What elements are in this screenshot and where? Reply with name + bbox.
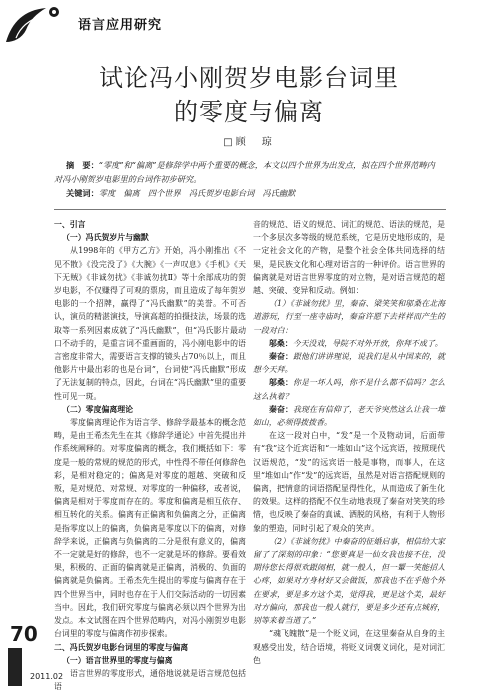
body-paragraph bbox=[253, 218, 445, 297]
speaker-label: 邬桑： bbox=[269, 378, 294, 388]
paragraph-text: 在这一段对白中，“发”是一个及物动词，后面带有“我”这个近宾语和“一堆如山”这个远宾语，按照现代汉语规范，“发”的远宾语一般是事物，而事人，在这里“堆如山”作“发”的远宾语，虽然是对语言搭配规则的偏离，把情意的词语搭配显得性化，从而造成了新生化的效果。这样的搭配不仅生动地表现了秦奋对笑笑的珍惜，也反映了秦奋的真诚、洒脱的风格，有利于人物形象的塑造，同时引起了观众的笑声。 bbox=[253, 431, 445, 533]
subsection-heading bbox=[54, 231, 246, 244]
body-paragraph bbox=[54, 244, 246, 402]
paragraph-text: （2）《非诚勿扰》中秦奋的征婚启事，相信给大家留了了深刻的印象：“您要真是一仙女我也接不住，没期待您长得很欢跟闹相，就一般人，但一颦一笑能招人心疼，如果对方身材好又会做饭，那我也不在乎他个外在要求，要是多方这个美，觉得我，更是这个美，最好对方偏向，那我也一般人就行，要是多少还有点城府，别等来着当道了。” bbox=[253, 536, 445, 626]
speaker-label: 邬桑： bbox=[269, 338, 293, 348]
example-paragraph bbox=[253, 337, 445, 350]
paragraph-text: 我现在有信仰了，老天爷突然这么让我一堆如山，必须得拨拨香。 bbox=[253, 404, 445, 428]
subsection-heading bbox=[54, 403, 246, 416]
paragraph-text: 二、冯氏贺岁电影台词里的零度与偏离 bbox=[54, 642, 189, 652]
paragraph-text: 一、引言 bbox=[54, 220, 86, 229]
speaker-label: 秦奋： bbox=[269, 404, 294, 414]
example-paragraph bbox=[253, 535, 445, 627]
article-title-line-1: 试论冯小刚贺岁电影台词里 bbox=[99, 64, 399, 92]
body-paragraph bbox=[253, 429, 445, 535]
body-paragraph bbox=[54, 416, 246, 640]
column-header: 语言应用研究 bbox=[78, 18, 163, 33]
left-column bbox=[54, 218, 246, 693]
example-paragraph bbox=[253, 376, 445, 402]
paragraph-text: （二）零度偏离理论 bbox=[62, 404, 134, 414]
example-paragraph bbox=[253, 350, 445, 376]
abstract-text-1: “零度”和“偏离”是修辞学中两个重要的概念，本文以四个世界为出发点，拟在四个世界范畴内 bbox=[98, 160, 435, 170]
keywords-line bbox=[54, 186, 446, 200]
corner-ornament bbox=[2, 2, 72, 46]
abstract-line-2: 对冯小刚贺岁电影里的台词作初步研究。 bbox=[54, 174, 202, 184]
paragraph-text: 语言世界的零度形式，通俗地说就是语言规范包括语 bbox=[54, 668, 246, 692]
speaker-label: 秦奋： bbox=[269, 352, 294, 362]
page-number: 70 bbox=[10, 622, 38, 646]
paragraph-text: 跟他们讲讲理说，说我们是从中国来的，就想今天拜。 bbox=[253, 352, 445, 375]
author-name: □顾 琼 bbox=[223, 137, 275, 148]
section-heading bbox=[54, 641, 246, 654]
article-title-line-2: 的零度与偏离 bbox=[174, 98, 324, 126]
subsection-heading bbox=[54, 654, 246, 667]
issue-date: 2011.02 bbox=[30, 672, 64, 681]
paragraph-text: 零度偏离理论作为语言学、修辞学最基本的概念范畴，是由王希杰先生在其《修辞学通论》中首先提出并作系统阐释的。对零度偏离的概念，我们概括如下：零度是一般的常规的规范的形式，中性得不带任何修辞色彩，是相对稳定的；偏离是对零度的超越、突破和反叛，是对规范、对常规、对零度的一种偏移，或者说，偏离是相对于零度而存在的。零度和偏离是相互依存、相互转化的关系。偏离有正偏离和负偏离之分，正偏离是指零度以上的偏离，负偏离是零度以下的偏离，对修辞学来说，正偏离与负偏离的二分是很有意义的，偏离不一定就是好的修辞，也不一定就是坏的修辞。要看效果，积极的、正面的偏离就是正偏离，消极的、负面的偏离就是负偏离。王希杰先生提出的零度与偏离存在于四个世界当中，同时也存在于人们交际活动的一切因素当中。因此，我们研究零度与偏离必须以四个世界为出发点。本文试图在四个世界范畴内，对冯小刚贺岁电影台词里的零度与偏离作初步探索。 bbox=[54, 418, 246, 639]
keywords-text: 零度 偏离 四个世界 冯氏贺岁电影台词 冯氏幽默 bbox=[98, 188, 296, 198]
section-heading bbox=[54, 218, 246, 231]
abstract-block bbox=[54, 158, 446, 200]
abstract-divider bbox=[54, 209, 446, 210]
paragraph-text: 从1998年的《甲方乙方》开始，冯小刚推出《不见不散》《没完没了》《大腕》《一声叹息》《手机》《天下无贼》《非诚勿扰》《非诚勿扰Ⅱ》等十余部成功的贺岁电影，不仅赚得了可观的票房，而且造成了每年贺岁电影的一个招牌，赢得了“冯氏幽默”的美誉。不可否认，演员的精湛演技，导演高超的拍摄技法，场景的选取等一系列因素成就了“冯氏幽默”，但“冯氏影片最动口不动手的，是重言词不重画面的，冯小刚电影中的语言密度非常大，需要语言支撑的镜头占70％以上，而且他影片中最出彩的也是台词”，台词使“冯氏幽默”形成了无法复制的特点，因此，台词在“冯氏幽默”里的重要性可见一斑。 bbox=[54, 246, 246, 401]
example-paragraph bbox=[253, 403, 445, 429]
paragraph-text: 你是一坏人吗，你不是什么都不信吗？怎么这么执着？ bbox=[253, 378, 445, 401]
keywords-label: 关键词： bbox=[66, 188, 99, 198]
paragraph-text: （一）冯氏贺岁片与幽默 bbox=[62, 233, 149, 243]
paragraph-text: （1）《非诚勿扰》里，秦奋、梁笑笑和邬桑在北海道游玩，行至一座寺庙时，秦奋许愿下去祥祥而产生的一段对白： bbox=[253, 299, 445, 335]
right-column bbox=[253, 218, 445, 667]
side-bar-decoration bbox=[8, 648, 22, 686]
paragraph-text: “魂飞魄散”是一个贬义词，在这里秦奋从自身的主观感受出发，结合语境，将贬义词褒义词化，是对词汇色 bbox=[253, 629, 445, 665]
abstract-line-1 bbox=[54, 158, 446, 172]
example-paragraph bbox=[253, 297, 445, 337]
body-paragraph bbox=[253, 627, 445, 667]
paragraph-text: （一）语言世界里的零度与偏离 bbox=[62, 655, 173, 665]
paragraph-text: 今天没戏，导院不对外开放，你拜不成了。 bbox=[292, 338, 443, 348]
body-paragraph bbox=[54, 667, 246, 693]
abstract-label: 摘 要： bbox=[66, 160, 99, 170]
paragraph-text: 音的规范、语义的规范、词汇的规范、语法的规范，是一个多层次多等级的规范系统，它是历史地形成的，是一定社会文化的产物，是整个社会全体共同选择的结果，是民族文化和心理对语言的一种评价。语言世界的偏离就是对语言世界零度的对立物，是对语言规范的超越、突破、变异和反动。例如： bbox=[253, 220, 445, 296]
